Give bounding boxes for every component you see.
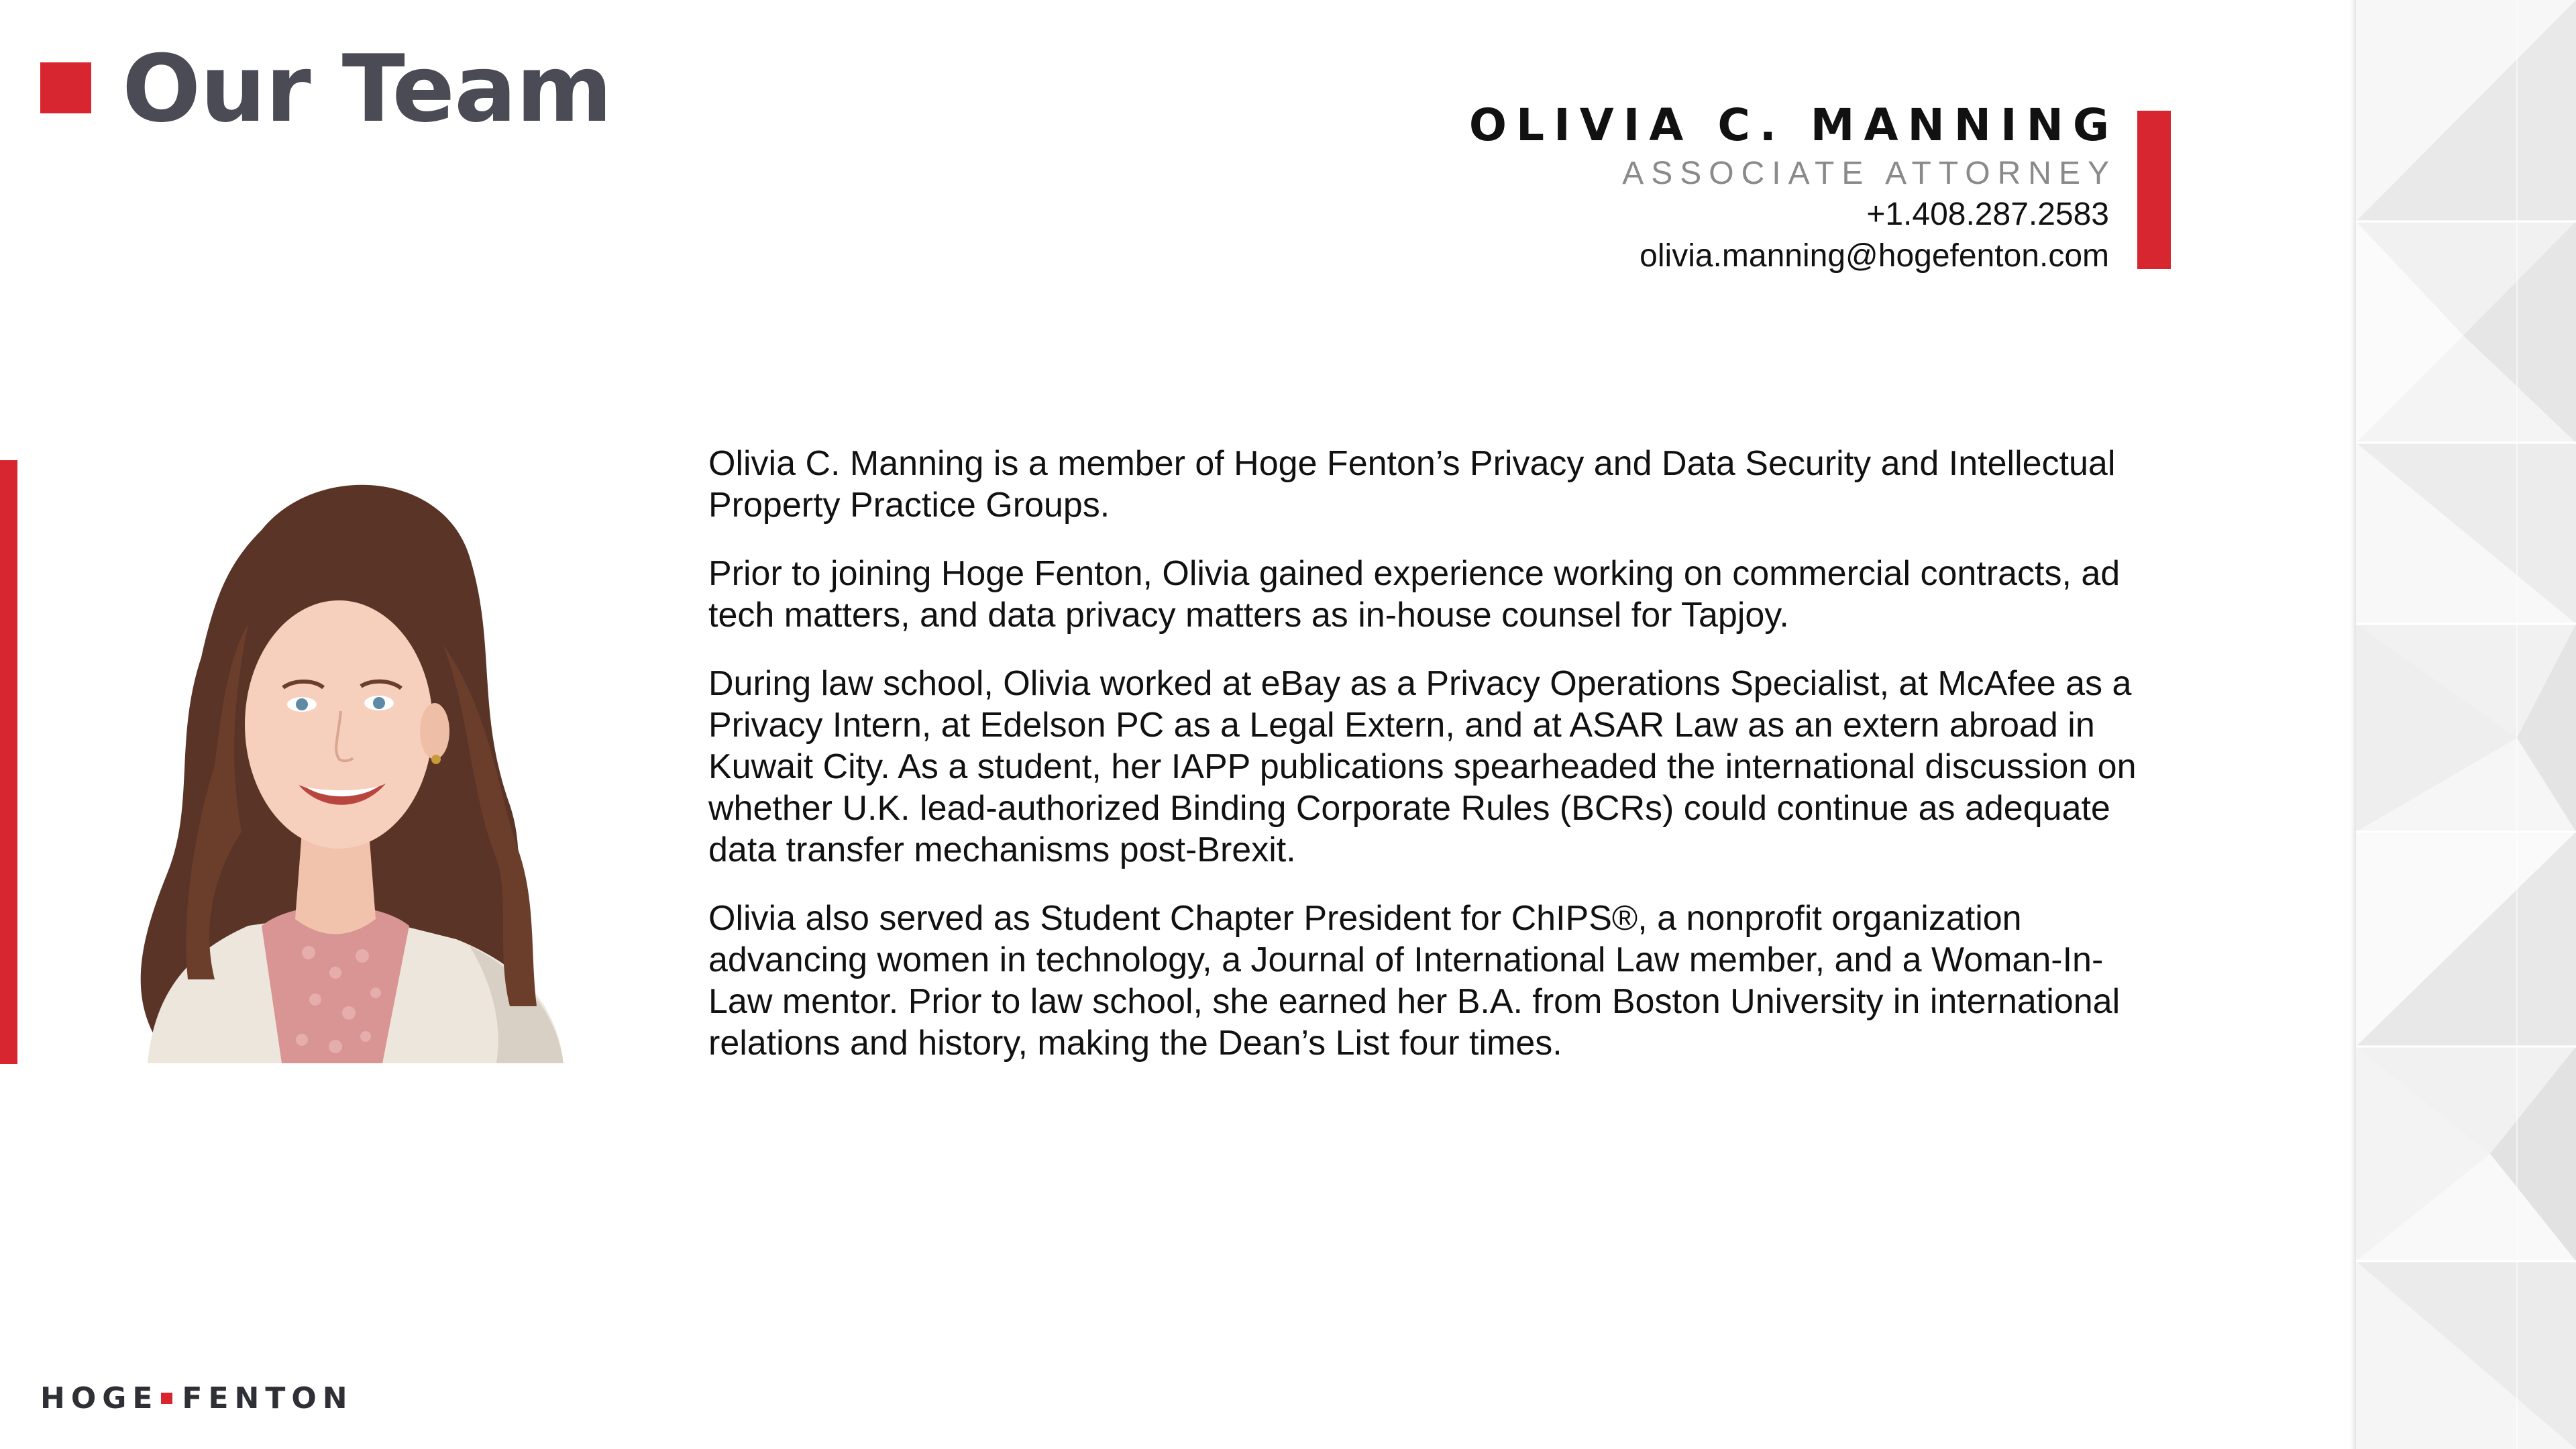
logo-text-right: FENTON: [182, 1381, 354, 1415]
bio-paragraph: During law school, Olivia worked at eBay as a Privacy Operations Specialist, at McAfee as a Privacy Intern, at Edelson PC as a Legal Extern, and at ASAR Law as an extern abroad in Kuwait City. As a student, her IAPP publications spearheaded the international discussion on whether U.K. lead-authorized Binding Corporate Rules (BCRs) could continue as adequate data transfer mechanisms post-Brexit.: [708, 664, 2137, 869]
decorative-geometric-panel: [2356, 0, 2576, 1449]
logo-text-left: HOGE: [40, 1381, 159, 1415]
contact-block: [1468, 97, 2118, 277]
person-name: OLIVIA C. MANNING: [1468, 99, 2118, 151]
bio-paragraph: Olivia also served as Student Chapter President for ChIPS®, a nonprofit organization advancing women in technology, a Journal of International Law member, and a Woman-In-Law mentor. Prior to law school, she earned her B.A. from Boston University in international relations and history, making the Dean’s List four times.: [708, 899, 2121, 1063]
page-title: Our Team: [122, 35, 612, 143]
contact-accent-bar: [2137, 111, 2171, 269]
person-role: ASSOCIATE ATTORNEY: [1622, 156, 2116, 191]
left-accent-bar: [0, 460, 17, 1064]
company-logo: [40, 1379, 354, 1417]
phone-number[interactable]: +1.408.287.2583: [1866, 197, 2109, 232]
red-dot-icon: [161, 1393, 172, 1404]
email-address[interactable]: olivia.manning@hogefenton.com: [1640, 238, 2109, 274]
bio-text: [708, 443, 2157, 1091]
red-square-icon: [40, 62, 91, 113]
bio-paragraph: Prior to joining Hoge Fenton, Olivia gained experience working on commercial contracts, ad tech matters, and data privacy matters as in-house counsel for Tapjoy.: [708, 554, 2121, 635]
bio-paragraph: Olivia C. Manning is a member of Hoge Fenton’s Privacy and Data Security and Intellectual Property Practice Groups.: [708, 444, 2116, 525]
portrait-photo: [94, 456, 617, 1063]
